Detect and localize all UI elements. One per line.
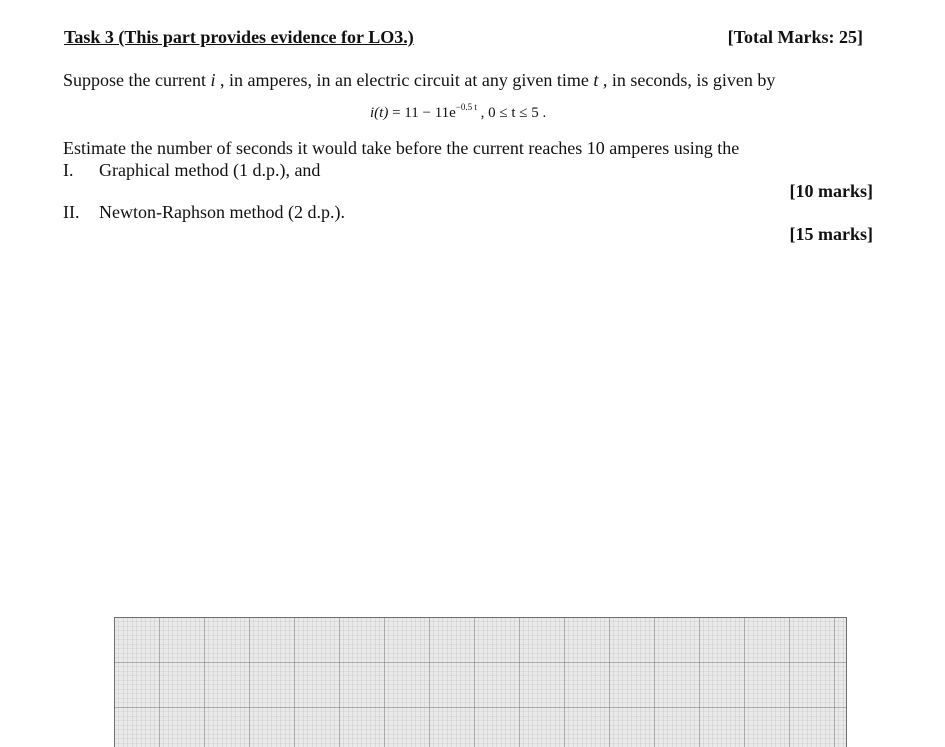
total-marks: [Total Marks: 25] — [727, 27, 863, 47]
item-number: II. — [63, 202, 80, 222]
intro-before: Suppose the current — [63, 70, 211, 90]
intro-text — [63, 70, 775, 91]
item-newton-raphson — [63, 202, 345, 223]
variable-t: t — [593, 70, 599, 90]
current-formula — [370, 102, 546, 122]
graph-paper-grid — [114, 617, 847, 747]
formula-rhs: = 11 − 11e — [388, 105, 456, 121]
marks-newton-raphson: [15 marks] — [789, 224, 873, 244]
variable-i: i — [210, 70, 216, 90]
intro-middle: , in amperes, in an electric circuit at any given time — [215, 70, 594, 90]
item-text: Graphical method (1 d.p.), and — [99, 160, 321, 180]
estimate-text: Estimate the number of seconds it would take before the current reaches 10 amperes using the — [63, 138, 740, 158]
item-graphical-method — [63, 160, 320, 181]
formula-domain: , 0 ≤ t ≤ 5 . — [476, 105, 547, 121]
task-title: Task 3 (This part provides evidence for LO3.) — [64, 27, 414, 47]
item-text: Newton-Raphson method (2 d.p.). — [99, 202, 345, 222]
intro-after: , in seconds, is given by — [598, 70, 776, 90]
item-number: I. — [63, 160, 74, 180]
formula-lhs: i(t) — [370, 105, 389, 121]
formula-exponent: −0.5 t — [455, 102, 477, 112]
marks-graphical: [10 marks] — [789, 181, 873, 201]
